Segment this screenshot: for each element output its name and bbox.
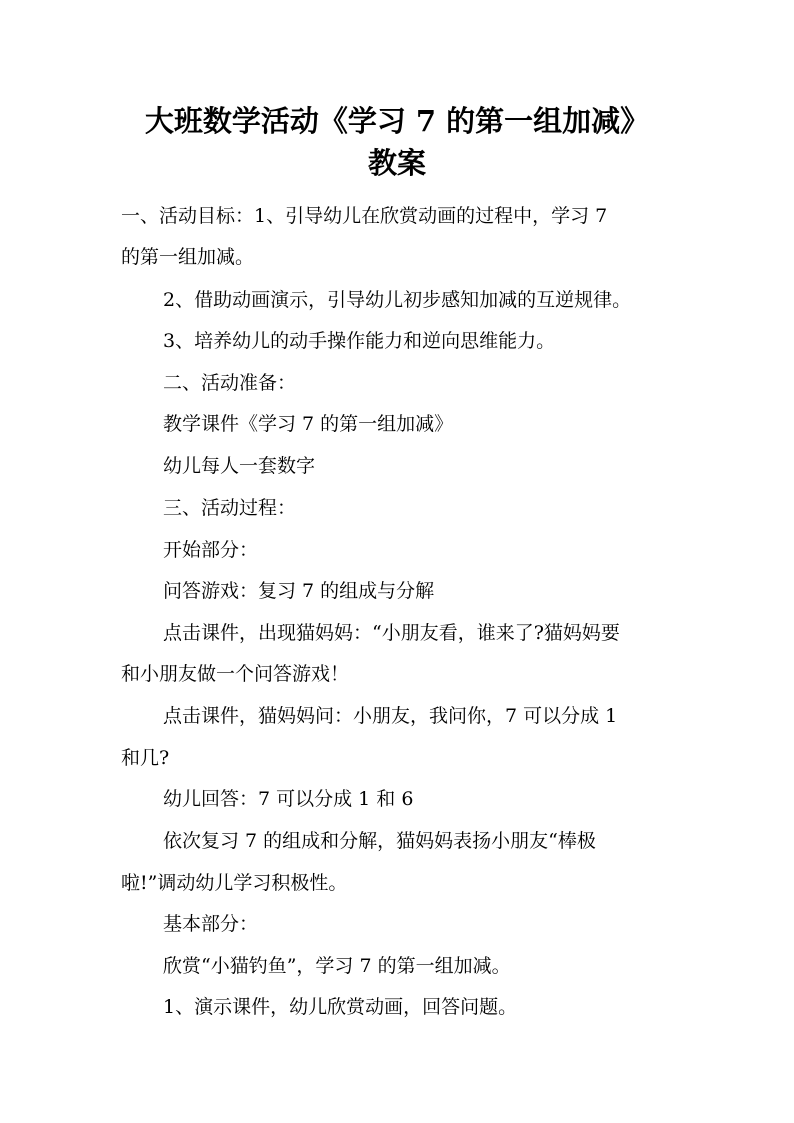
document-title: 大班数学活动《学习 7 的第一组加减》 [144, 104, 650, 138]
paragraph-line: 啦!”调动幼儿学习积极性。 [121, 872, 348, 894]
paragraph-line: 开始部分： [163, 539, 259, 561]
document-title-line2: 教案 [367, 146, 426, 180]
paragraph-line: 教学课件《学习 7 的第一组加减》 [163, 413, 454, 435]
paragraph-line: 和几? [121, 747, 170, 769]
paragraph-line: 点击课件，出现猫妈妈：“小朋友看，谁来了?猫妈妈要 [163, 622, 620, 644]
paragraph-line: 幼儿每人一套数字 [163, 455, 316, 477]
paragraph-line: 1、演示课件，幼儿欣赏动画，回答问题。 [163, 996, 518, 1018]
paragraph-line: 问答游戏：复习 7 的组成与分解 [163, 580, 435, 602]
paragraph-line: 依次复习 7 的组成和分解，猫妈妈表扬小朋友“棒极 [163, 830, 596, 852]
paragraph-line: 幼儿回答：7 可以分成 1 和 6 [163, 788, 414, 810]
section-heading: 三、活动过程： [163, 497, 297, 519]
paragraph-line: 的第一组加减。 [121, 246, 255, 268]
paragraph-line: 欣赏“小猫钓鱼”，学习 7 的第一组加减。 [163, 955, 511, 977]
paragraph-line: 一、活动目标：1、引导幼儿在欣赏动画的过程中，学习 7 [121, 205, 608, 227]
paragraph-line: 3、培养幼儿的动手操作能力和逆向思维能力。 [163, 330, 556, 352]
paragraph-line: 点击课件，猫妈妈问：小朋友，我问你，7 可以分成 1 [163, 705, 618, 727]
section-heading: 二、活动准备： [163, 372, 297, 394]
paragraph-line: 基本部分： [163, 913, 259, 935]
paragraph-line: 2、借助动画演示，引导幼儿初步感知加减的互逆规律。 [163, 289, 632, 311]
paragraph-line: 和小朋友做一个问答游戏！ [121, 663, 350, 685]
